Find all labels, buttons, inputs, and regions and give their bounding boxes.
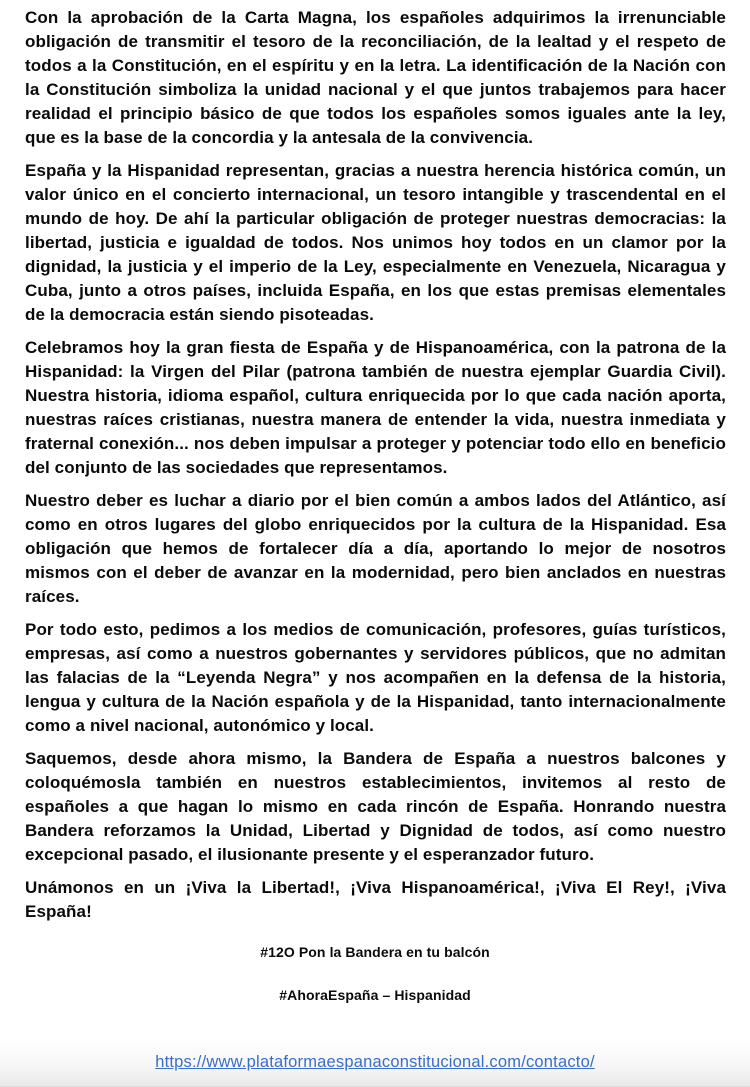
hashtag-ahora-espana: #AhoraEspaña – Hispanidad xyxy=(279,987,471,1003)
hashtag-bandera-balcon: #12O Pon la Bandera en tu balcón xyxy=(260,944,490,960)
paragraph-carta-magna: Con la aprobación de la Carta Magna, los españoles adquirimos la irrenunciable obligación de transmitir el tesoro de la reconciliación, de la lealtad y el respeto de todos a la Constitución, en el espíritu y en la letra. La identificación de la Nación con la Constitución simboliza la unidad nacional y el que juntos trabajemos para hacer realidad el principio básico de que todos los españoles somos iguales ante la ley, que es la base de la concordia y la antesala de la convivencia. xyxy=(25,8,726,147)
contact-link[interactable]: https://www.plataformaespanaconstitucional.com/contacto/ xyxy=(155,1052,595,1071)
paragraph-saquemos-bandera: Saquemos, desde ahora mismo, la Bandera de España a nuestros balcones y coloquémosla también en nuestros establecimientos, invitemos al resto de españoles a que hagan lo mismo en cada rincón de España. Honrando nuestra Bandera reforzamos la Unidad, Libertad y Dignidad de todos, así como nuestro excepcional pasado, el ilusionante presente y el esperanzador futuro. xyxy=(25,749,726,864)
paragraph-hispanidad-representan: España y la Hispanidad representan, gracias a nuestra herencia histórica común, un valor único en el concierto internacional, un tesoro intangible y trascendental en el mundo de hoy. De ahí la particular obligación de proteger nuestras democracias: la libertad, justicia e igualdad de todos. Nos unimos hoy todos en un clamor por la dignidad, la justicia y el imperio de la Ley, especialmente en Venezuela, Nicaragua y Cuba, junto a otros países, incluida España, en los que estas premisas elementales de la democracia están siendo pisoteadas. xyxy=(25,161,726,324)
paragraph-celebramos-fiesta: Celebramos hoy la gran fiesta de España y de Hispanoamérica, con la patrona de la Hispanidad: la Virgen del Pilar (patrona también de nuestra ejemplar Guardia Civil). Nuestra historia, idioma español, cultura enriquecida por lo que cada nación aporta, nuestras raíces cristianas, nuestra manera de entender la vida, nuestra inmediata y fraternal conexión... nos deben impulsar a proteger y potenciar todo ello en beneficio del conjunto de las sociedades que representamos. xyxy=(25,338,726,477)
paragraph-por-todo-esto: Por todo esto, pedimos a los medios de comunicación, profesores, guías turísticos, empresas, así como a nuestros gobernantes y servidores públicos, que no admitan las falacias de la “Leyenda Negra” y nos acompañen en la defensa de la historia, lengua y cultura de la Nación española y de la Hispanidad, tanto internacionalmente como a nivel nacional, autonómico y local. xyxy=(25,620,726,735)
paragraph-viva-espana: Unámonos en un ¡Viva la Libertad!, ¡Viva Hispanoamérica!, ¡Viva El Rey!, ¡Viva España! xyxy=(25,878,726,921)
paragraph-nuestro-deber: Nuestro deber es luchar a diario por el bien común a ambos lados del Atlántico, así como en otros lugares del globo enriquecidos por la cultura de la Hispanidad. Esa obligación que hemos de fortalecer día a día, aportando lo mejor de nosotros mismos con el deber de avanzar en la modernidad, pero bien anclados en nuestras raíces. xyxy=(25,491,726,606)
footer-link-band xyxy=(0,1038,750,1086)
